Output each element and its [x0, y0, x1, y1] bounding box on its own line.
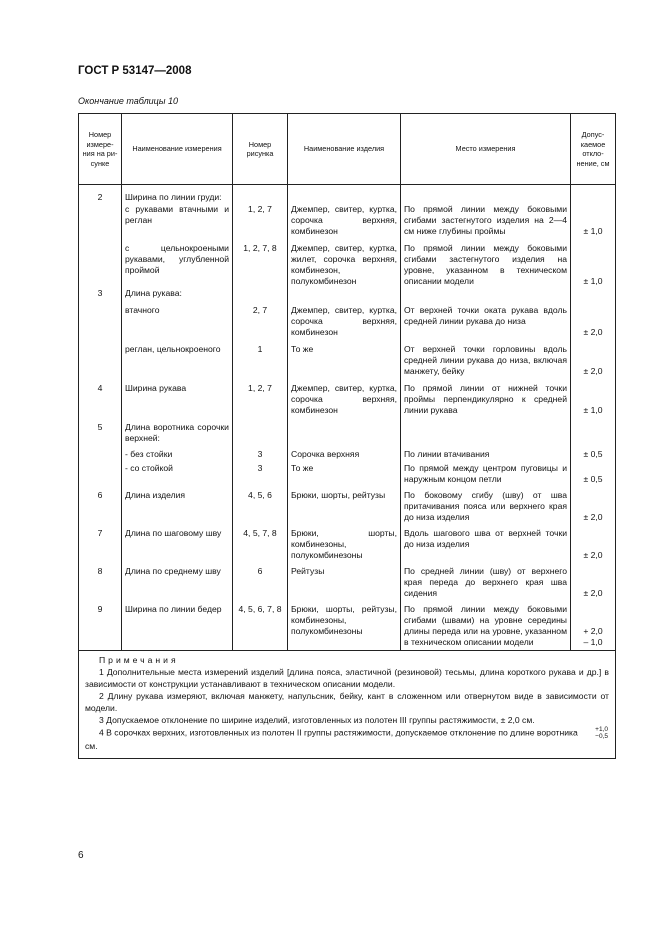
row-num: 6 [79, 485, 122, 523]
row-num [79, 338, 122, 377]
row-num: 2 [79, 185, 122, 204]
row-item [288, 287, 401, 299]
table-header-row [79, 114, 616, 185]
table-row [79, 203, 616, 237]
row-num: 8 [79, 561, 122, 599]
row-figure: 2, 7 [233, 299, 288, 338]
row-num [79, 460, 122, 485]
row-item: То же [288, 460, 401, 485]
row-measurement: Длина воротника сорочки верхней: [122, 416, 233, 444]
row-place: По линии втачивания [401, 444, 571, 460]
row-item: Брюки, шорты, рейтузы [288, 485, 401, 523]
table-row [79, 377, 616, 416]
row-tolerance: ± 2,0 [571, 299, 616, 338]
table-row [79, 561, 616, 599]
note-4-sub: −0,5 [595, 733, 609, 740]
note-4 [85, 726, 609, 752]
row-num: 7 [79, 523, 122, 561]
row-tolerance [571, 287, 616, 299]
row-item [288, 416, 401, 444]
row-tolerance: ± 2,0 [571, 338, 616, 377]
table-row [79, 523, 616, 561]
row-figure: 1, 2, 7, 8 [233, 237, 288, 287]
row-figure: 1 [233, 338, 288, 377]
row-measurement: Длина изделия [122, 485, 233, 523]
row-measurement: Длина по среднему шву [122, 561, 233, 599]
row-place [401, 287, 571, 299]
row-num [79, 299, 122, 338]
table-row [79, 416, 616, 444]
row-measurement: Ширина по линии бедер [122, 599, 233, 651]
row-item: Рейтузы [288, 561, 401, 599]
row-place: Вдоль шагового шва от верхней точки до низа изделия [401, 523, 571, 561]
row-measurement: втачного [122, 299, 233, 338]
table-row [79, 460, 616, 485]
col-header-num: Номер измере-ния на ри-сунке [79, 114, 122, 185]
row-num: 5 [79, 416, 122, 444]
note-3: 3 Допускаемое отклонение по ширине изделий, изготовленных из полотен III группы растяжимости, ± 2,0 см. [99, 715, 535, 725]
page-number: 6 [78, 850, 84, 861]
row-tolerance [571, 416, 616, 444]
row-num [79, 444, 122, 460]
row-tolerance: ± 0,5 [571, 460, 616, 485]
note-4-sup: +1,0 [595, 726, 609, 733]
row-measurement: с рукавами втачными и реглан [122, 203, 233, 237]
row-figure [233, 416, 288, 444]
row-measurement: Ширина по линии груди: [122, 185, 233, 204]
row-tolerance: ± 1,0 [571, 237, 616, 287]
row-figure [233, 185, 288, 204]
row-item: Джемпер, свитер, куртка, сорочка верхняя, комбинезон [288, 377, 401, 416]
table-row [79, 185, 616, 204]
row-place [401, 185, 571, 204]
row-tolerance: ± 2,0 [571, 523, 616, 561]
row-tolerance: ± 2,0 [571, 561, 616, 599]
table-row [79, 237, 616, 287]
row-place [401, 416, 571, 444]
row-figure: 3 [233, 444, 288, 460]
row-measurement: Длина рукава: [122, 287, 233, 299]
row-item: Брюки, шорты, рейтузы, комбинезоны, полукомбинезоны [288, 599, 401, 651]
row-tolerance: ± 1,0 [571, 377, 616, 416]
table-row [79, 338, 616, 377]
row-measurement: - без стойки [122, 444, 233, 460]
row-place: По прямой линии между боковыми сгибами застегнутого изделия на уровне, указанном в техническом описании модели [401, 237, 571, 287]
row-place: По прямой между центром пуговицы и наружным концом петли [401, 460, 571, 485]
row-item: То же [288, 338, 401, 377]
row-item: Джемпер, свитер, куртка, сорочка верхняя, комбинезон [288, 203, 401, 237]
table-row [79, 299, 616, 338]
row-tolerance: ± 2,0 [571, 485, 616, 523]
notes-title: Примечания [99, 655, 179, 665]
col-header-figure: Номер рисунка [233, 114, 288, 185]
row-place: От верхней точки оката рукава вдоль средней линии рукава до низа [401, 299, 571, 338]
row-figure: 1, 2, 7 [233, 203, 288, 237]
row-figure: 4, 5, 6 [233, 485, 288, 523]
row-figure: 4, 5, 6, 7, 8 [233, 599, 288, 651]
row-item [288, 185, 401, 204]
row-figure: 3 [233, 460, 288, 485]
row-figure [233, 287, 288, 299]
row-place: По прямой линии от нижней точки проймы перпендикулярно к средней линии рукава [401, 377, 571, 416]
row-place: По прямой линии между боковыми сгибами застегнутого изделия на 2—4 см ниже глубины проймы [401, 203, 571, 237]
row-num [79, 203, 122, 237]
row-measurement: - со стойкой [122, 460, 233, 485]
note-1: 1 Дополнительные места измерений изделий [длина пояса, эластичной (резиновой) тесьмы, длина короткого рукава и др.] в зависимости от конструкции устанавливают в техническом описании модели. [85, 667, 609, 689]
notes-block [79, 651, 616, 759]
row-measurement: Ширина рукава [122, 377, 233, 416]
table-caption: Окончание таблицы 10 [78, 96, 178, 106]
row-figure: 4, 5, 7, 8 [233, 523, 288, 561]
note-4-unit: см. [85, 741, 98, 751]
row-measurement: Длина по шаговому шву [122, 523, 233, 561]
col-header-item: Наименование изделия [288, 114, 401, 185]
note-4-tolerance [581, 726, 608, 740]
row-num: 9 [79, 599, 122, 651]
note-2: 2 Длину рукава измеряют, включая манжету, напульсник, бейку, кант в сложенном или отвернутом виде в зависимости от модели. [85, 691, 609, 713]
row-place: По боковому сгибу (шву) от шва притачивания пояса или верхнего края до низа изделия [401, 485, 571, 523]
document-header: ГОСТ Р 53147—2008 [78, 65, 192, 77]
row-tolerance: ± 0,5 [571, 444, 616, 460]
row-tolerance: ± 1,0 [571, 203, 616, 237]
table-row [79, 444, 616, 460]
row-num: 3 [79, 287, 122, 299]
table-row [79, 485, 616, 523]
row-item: Брюки, шорты, комбинезоны, полукомбинезоны [288, 523, 401, 561]
measurements-table [78, 113, 616, 759]
row-item: Джемпер, свитер, куртка, сорочка верхняя, комбинезон [288, 299, 401, 338]
row-place: По средней линии (шву) от верхнего края переда до верхнего края шва сидения [401, 561, 571, 599]
col-header-measurement: Наименование измерения [122, 114, 233, 185]
row-num [79, 237, 122, 287]
col-header-tolerance: Допус-каемое откло-нение, см [571, 114, 616, 185]
row-num: 4 [79, 377, 122, 416]
row-measurement: реглан, цельнокроеного [122, 338, 233, 377]
row-item: Джемпер, свитер, куртка, жилет, сорочка верхняя, комбинезон, полукомбинезон [288, 237, 401, 287]
row-place: От верхней точки горловины вдоль средней линии рукава до низа, включая манжету, бейку [401, 338, 571, 377]
row-place: По прямой линии между боковыми сгибами (швами) на уровне середины длины переда или на уровне, указанном в техническом описании модели [401, 599, 571, 651]
row-tolerance [571, 185, 616, 204]
col-header-place: Место измерения [401, 114, 571, 185]
row-item: Сорочка верхняя [288, 444, 401, 460]
row-measurement: с цельнокроеными рукавами, углубленной проймой [122, 237, 233, 287]
table-row [79, 287, 616, 299]
row-figure: 1, 2, 7 [233, 377, 288, 416]
row-figure: 6 [233, 561, 288, 599]
table-row [79, 599, 616, 651]
note-4-text: 4 В сорочках верхних, изготовленных из полотен II группы растяжимости, допускаемое отклонение по длине воротника [99, 727, 578, 738]
row-tolerance: + 2,0 – 1,0 [571, 599, 616, 651]
